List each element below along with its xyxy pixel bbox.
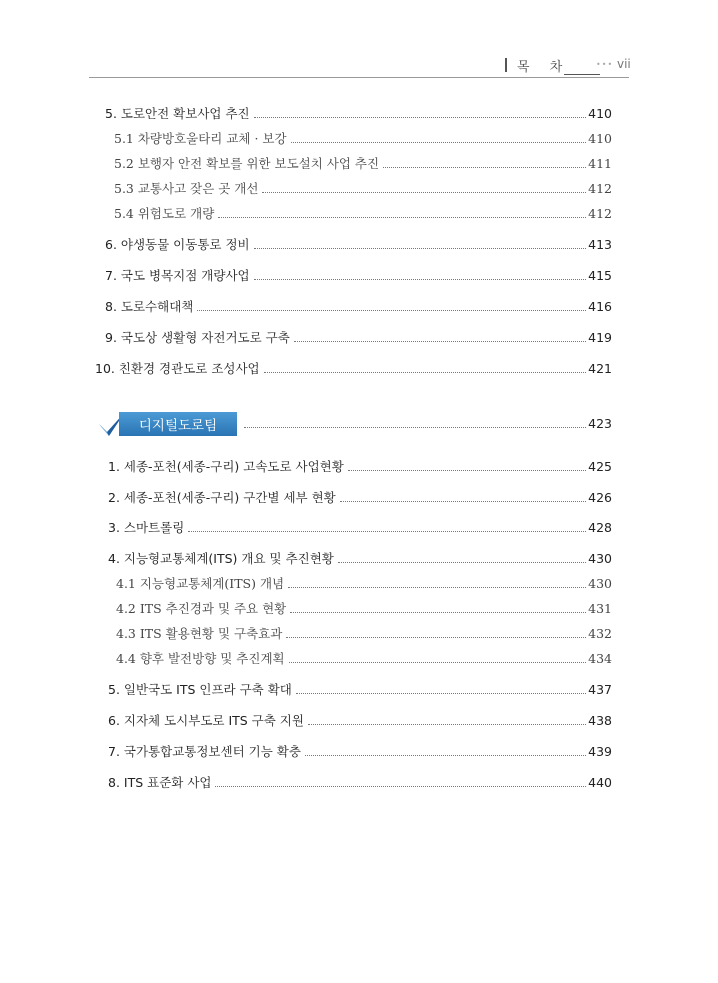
toc-entry-page: 413 <box>588 237 612 252</box>
dot-leader <box>340 501 586 502</box>
toc-entry[interactable] <box>108 457 612 475</box>
header-underline <box>564 74 600 75</box>
header-rule <box>89 77 629 78</box>
toc-entry-label: 4.1 지능형교통체계(ITS) 개념 <box>116 576 285 591</box>
toc-entry[interactable] <box>105 235 612 253</box>
toc-entry-page: 428 <box>588 520 612 535</box>
toc-entry-page: 430 <box>588 551 612 566</box>
dot-leader <box>215 786 586 787</box>
dot-leader <box>289 662 587 663</box>
toc-entry-page: 430 <box>588 576 612 591</box>
toc-entry[interactable] <box>105 328 612 346</box>
dot-leader <box>264 372 587 373</box>
toc-entry-page: 410 <box>588 131 612 146</box>
toc-entry-label: 8. ITS 표준화 사업 <box>108 775 212 790</box>
toc-entry-label: 6. 지자체 도시부도로 ITS 구축 지원 <box>108 713 304 728</box>
toc-entry[interactable] <box>114 204 612 222</box>
toc-entry[interactable] <box>108 549 612 567</box>
toc-entry-label: 2. 세종-포천(세종-구리) 구간별 세부 현황 <box>108 490 336 505</box>
toc-entry-label: 5. 일반국도 ITS 인프라 구축 확대 <box>108 682 292 697</box>
dot-leader <box>294 341 586 342</box>
toc-entry-page: 437 <box>588 682 612 697</box>
toc-entry-page: 432 <box>588 626 612 641</box>
page-header <box>89 56 629 80</box>
toc-entry-label: 10. 친환경 경관도로 조성사업 <box>95 361 260 376</box>
toc-entry-page: 415 <box>588 268 612 283</box>
chapter-page: 423 <box>588 416 612 431</box>
toc-entry-page: 419 <box>588 330 612 345</box>
toc-entry[interactable] <box>108 680 612 698</box>
dot-leader <box>254 117 587 118</box>
dot-leader <box>305 755 586 756</box>
dot-leader <box>254 279 587 280</box>
toc-entry-label: 4. 지능형교통체계(ITS) 개요 및 추진현황 <box>108 551 334 566</box>
toc-entry[interactable] <box>105 104 612 122</box>
toc-entry[interactable] <box>105 297 612 315</box>
toc-entry[interactable] <box>116 624 612 642</box>
toc-entry-page: 412 <box>588 206 612 221</box>
dot-leader <box>338 562 586 563</box>
toc-entry-page: 440 <box>588 775 612 790</box>
toc-entry[interactable] <box>114 179 612 197</box>
chapter-entry[interactable] <box>244 416 612 431</box>
chapter-heading[interactable] <box>97 410 242 438</box>
toc-entry-page: 421 <box>588 361 612 376</box>
toc-entry-page: 416 <box>588 299 612 314</box>
header-bar <box>505 58 507 72</box>
toc-entry[interactable] <box>116 599 612 617</box>
header-page-number: vii <box>617 57 631 71</box>
dot-leader <box>244 427 586 428</box>
toc-entry-page: 431 <box>588 601 612 616</box>
toc-entry-label: 7. 국가통합교통정보센터 기능 확충 <box>108 744 301 759</box>
dot-leader <box>188 531 586 532</box>
dot-leader <box>254 248 587 249</box>
toc-entry-label: 3. 스마트롤링 <box>108 520 185 535</box>
toc-entry-label: 8. 도로수해대책 <box>105 299 194 314</box>
dot-leader <box>197 310 586 311</box>
toc-entry[interactable] <box>95 359 612 377</box>
dot-leader <box>286 637 586 638</box>
dot-leader <box>296 693 586 694</box>
toc-entry-label: 1. 세종-포천(세종-구리) 고속도로 사업현황 <box>108 459 344 474</box>
toc-entry[interactable] <box>108 488 612 506</box>
toc-entry-page: 410 <box>588 106 612 121</box>
dot-leader <box>290 612 586 613</box>
toc-entry-label: 4.2 ITS 추진경과 및 주요 현황 <box>116 601 287 616</box>
toc-entry-label: 5.2 보행자 안전 확보를 위한 보도설치 사업 추진 <box>114 156 380 171</box>
dot-leader <box>262 192 586 193</box>
toc-entry-page: 426 <box>588 490 612 505</box>
toc-entry[interactable] <box>108 773 612 791</box>
toc-entry[interactable] <box>108 742 612 760</box>
dot-leader <box>288 587 586 588</box>
toc-entry-label: 5.1 차량방호울타리 교체 · 보강 <box>114 131 287 146</box>
toc-entry-page: 439 <box>588 744 612 759</box>
toc-entry-label: 6. 야생동물 이동통로 정비 <box>105 237 250 252</box>
toc-entry-label: 4.3 ITS 활용현황 및 구축효과 <box>116 626 283 641</box>
toc-entry-label: 5.3 교통사고 잦은 곳 개선 <box>114 181 259 196</box>
dot-leader <box>218 217 586 218</box>
toc-entry[interactable] <box>108 518 612 536</box>
header-title: 목 차 <box>517 60 571 75</box>
toc-entry-page: 411 <box>588 156 612 171</box>
toc-entry[interactable] <box>105 266 612 284</box>
toc-entry[interactable] <box>114 154 612 172</box>
toc-entry-page: 412 <box>588 181 612 196</box>
toc-entry-page: 434 <box>588 651 612 666</box>
toc-entry-page: 438 <box>588 713 612 728</box>
toc-entry[interactable] <box>108 711 612 729</box>
toc-entry[interactable] <box>114 129 612 147</box>
dot-leader <box>348 470 586 471</box>
toc-entry-label: 5. 도로안전 확보사업 추진 <box>105 106 250 121</box>
toc-entry-label: 4.4 향후 발전방향 및 추진계획 <box>116 651 285 666</box>
header-dots: ••• <box>596 60 614 69</box>
toc-entry[interactable] <box>116 649 612 667</box>
toc-entry[interactable] <box>116 574 612 592</box>
chapter-title: 디지털도로팀 <box>119 412 237 436</box>
dot-leader <box>383 167 586 168</box>
dot-leader <box>308 724 586 725</box>
toc-entry-label: 5.4 위험도로 개량 <box>114 206 215 221</box>
dot-leader <box>291 142 587 143</box>
toc-entry-label: 9. 국도상 생활형 자전거도로 구축 <box>105 330 290 345</box>
toc-entry-label: 7. 국도 병목지점 개량사업 <box>105 268 250 283</box>
toc-entry-page: 425 <box>588 459 612 474</box>
